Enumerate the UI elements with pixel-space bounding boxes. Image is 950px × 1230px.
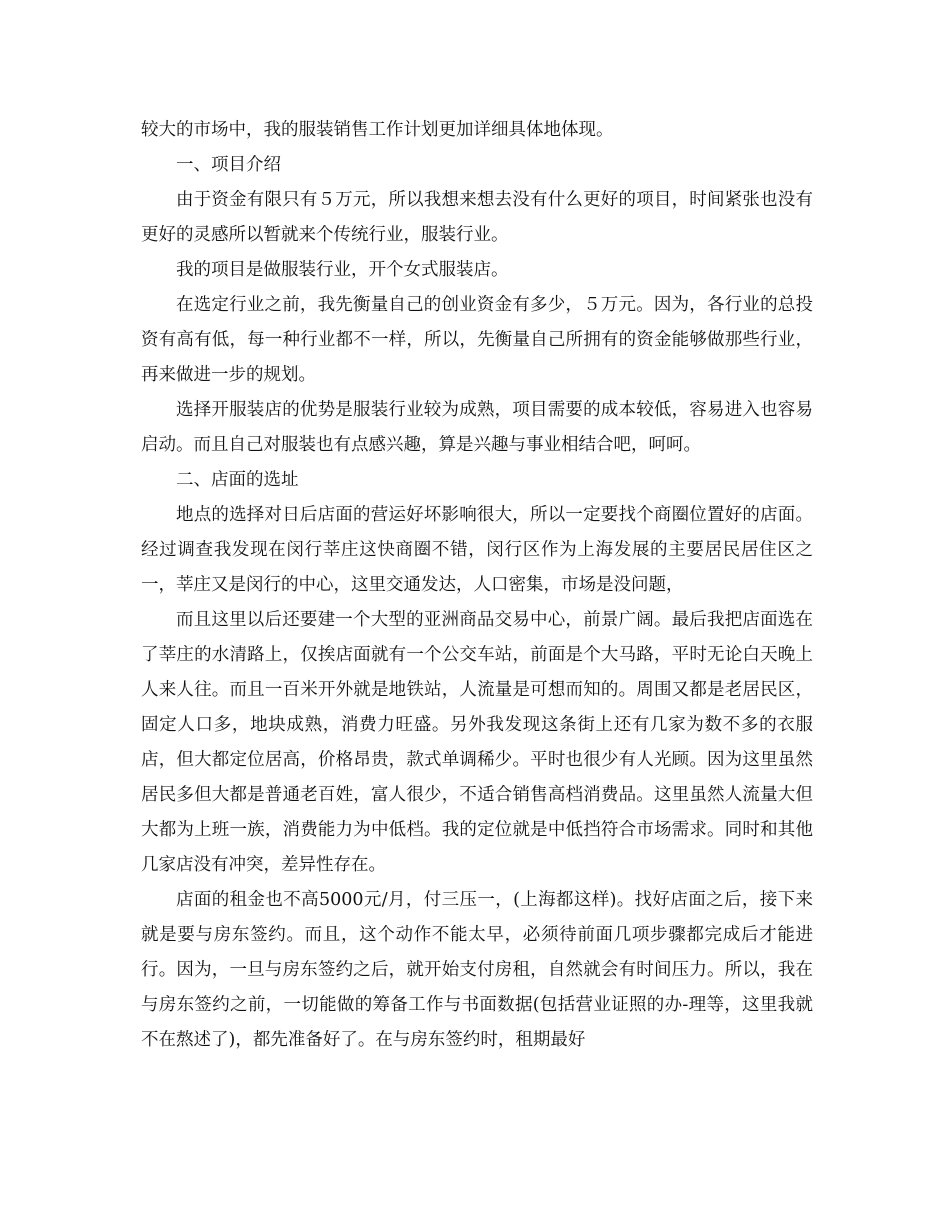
paragraph: 店面的租金也不高5000元/月，付三压一，(上海都这样)。找好店面之后，接下来就是要与房东签约。而且，这个动作不能太早，必须待前面几项步骤都完成后才能进行。因为，一旦与房东签约之后，就开始支付房租，自然就会有时间压力。所以，我在与房东签约之前，一切能做的筹备工作与书面数据(包括营业证照的办-理等，这里我就不在熬述了)，都先准备好了。在与房东签约时，租期最好	[141, 890, 813, 1050]
paragraph: 选择开服装店的优势是服装行业较为成熟，项目需要的成本较低，容易进入也容易启动。而且自己对服装也有点感兴趣，算是兴趣与事业相结合吧，呵呵。	[141, 400, 813, 455]
paragraph: 我的项目是做服装行业，开个女式服装店。	[176, 260, 509, 280]
section-heading-store-location: 二、店面的选址	[176, 470, 299, 490]
paragraph: 由于资金有限只有５万元，所以我想来想去没有什么更好的项目，时间紧张也没有更好的灵感所以暂就来个传统行业，服装行业。	[141, 190, 813, 245]
paragraph: 在选定行业之前，我先衡量自己的创业资金有多少，５万元。因为，各行业的总投资有高有低，每一种行业都不一样，所以，先衡量自己所拥有的资金能够做那些行业，再来做进一步的规划。	[141, 295, 813, 385]
paragraph: 地点的选择对日后店面的营运好坏影响很大，所以一定要找个商圈位置好的店面。经过调查我发现在闵行莘庄这快商圈不错，闵行区作为上海发展的主要居民居住区之一，莘庄又是闵行的中心，这里交通发达，人口密集，市场是没问题，	[141, 505, 813, 595]
section-heading-project-intro: 一、项目介绍	[176, 155, 281, 175]
paragraph: 而且这里以后还要建一个大型的亚洲商品交易中心，前景广阔。最后我把店面选在了莘庄的水清路上，仅挨店面就有一个公交车站，前面是个大马路，平时无论白天晚上人来人往。而且一百米开外就是地铁站，人流量是可想而知的。周围又都是老居民区，固定人口多，地块成熟，消费力旺盛。另外我发现这条街上还有几家为数不多的衣服店，但大都定位居高，价格昂贵，款式单调稀少。平时也很少有人光顾。因为这里虽然居民多但大都是普通老百姓，富人很少，不适合销售高档消费品。这里虽然人流量大但大都为上班一族，消费能力为中低档。我的定位就是中低挡符合市场需求。同时和其他几家店没有冲突，差异性存在。	[141, 610, 813, 875]
document-body	[141, 113, 813, 1058]
paragraph: 较大的市场中，我的服装销售工作计划更加详细具体地体现。	[141, 120, 614, 140]
